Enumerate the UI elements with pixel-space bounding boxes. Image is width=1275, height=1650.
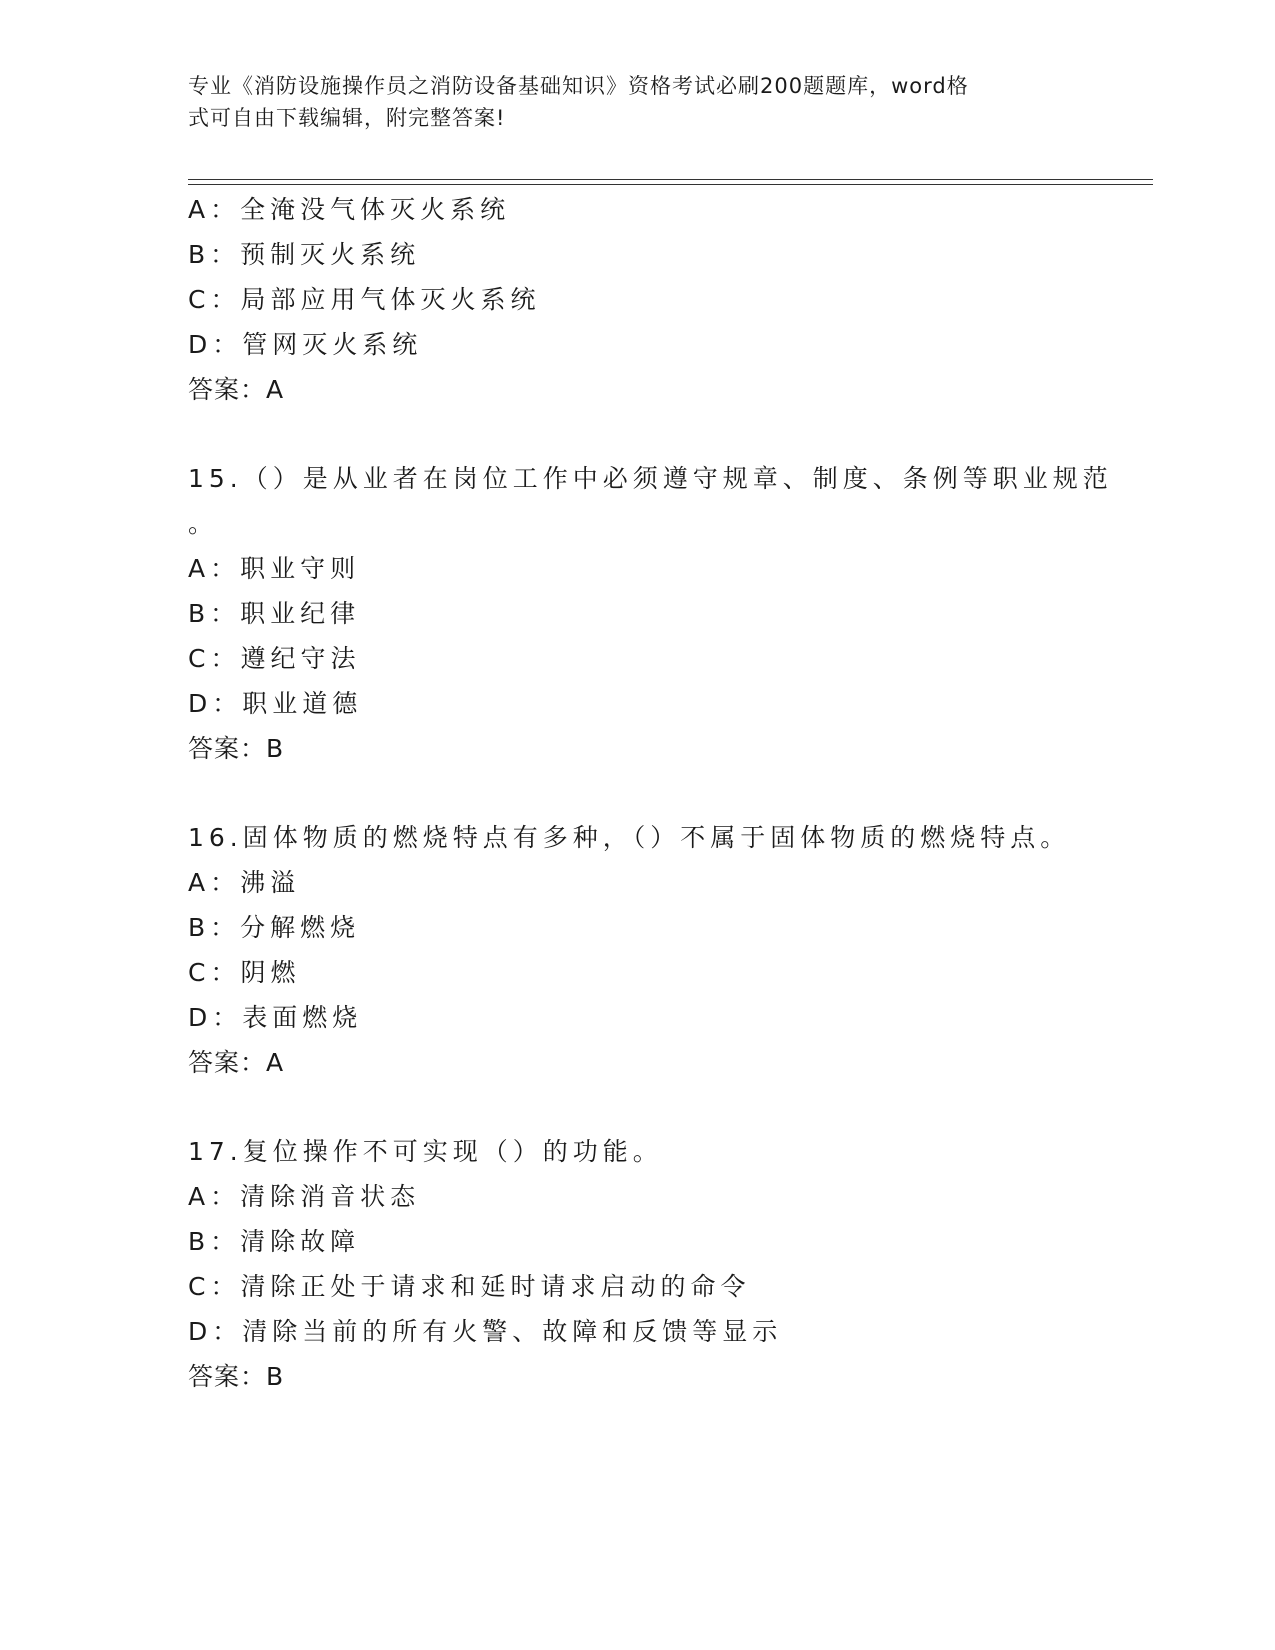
q14-answer: 答案：A [188, 375, 285, 404]
q15-option-b: B：职业纪律 [188, 599, 361, 628]
q17-option-c: C：清除正处于请求和延时请求启动的命令 [188, 1272, 751, 1301]
q16-option-c: C：阴燃 [188, 958, 301, 987]
q16-answer: 答案：A [188, 1048, 285, 1077]
header-line-1: 专业《消防设施操作员之消防设备基础知识》资格考试必刷200题题库，word格 [188, 74, 969, 98]
q15-option-a: A：职业守则 [188, 554, 361, 583]
q16-question: 16.固体物质的燃烧特点有多种，（）不属于固体物质的燃烧特点。 [188, 823, 1071, 852]
q14-option-b: B：预制灭火系统 [188, 240, 421, 269]
header-divider-bottom [188, 184, 1153, 185]
q16-option-b: B：分解燃烧 [188, 913, 361, 942]
q14-option-a: A：全淹没气体灭火系统 [188, 195, 511, 224]
q17-option-d: D：清除当前的所有火警、故障和反馈等显示 [188, 1317, 783, 1346]
q15-question-line-2: 。 [188, 509, 219, 538]
header-line-2: 式可自由下载编辑，附完整答案! [188, 106, 506, 130]
header-divider-top [188, 179, 1153, 180]
q14-option-d: D：管网灭火系统 [188, 330, 423, 359]
q17-option-a: A：清除消音状态 [188, 1182, 421, 1211]
q15-answer: 答案：B [188, 734, 285, 763]
q17-question: 17.复位操作不可实现（）的功能。 [188, 1137, 663, 1166]
q16-option-a: A：沸溢 [188, 868, 301, 897]
q16-option-d: D：表面燃烧 [188, 1003, 363, 1032]
q15-option-c: C：遵纪守法 [188, 644, 361, 673]
document-header [188, 70, 1068, 134]
q15-option-d: D：职业道德 [188, 689, 363, 718]
q17-answer: 答案：B [188, 1362, 285, 1391]
q14-option-c: C：局部应用气体灭火系统 [188, 285, 541, 314]
q17-option-b: B：清除故障 [188, 1227, 361, 1256]
q15-question-line-1: 15.（）是从业者在岗位工作中必须遵守规章、制度、条例等职业规范 [188, 464, 1113, 493]
